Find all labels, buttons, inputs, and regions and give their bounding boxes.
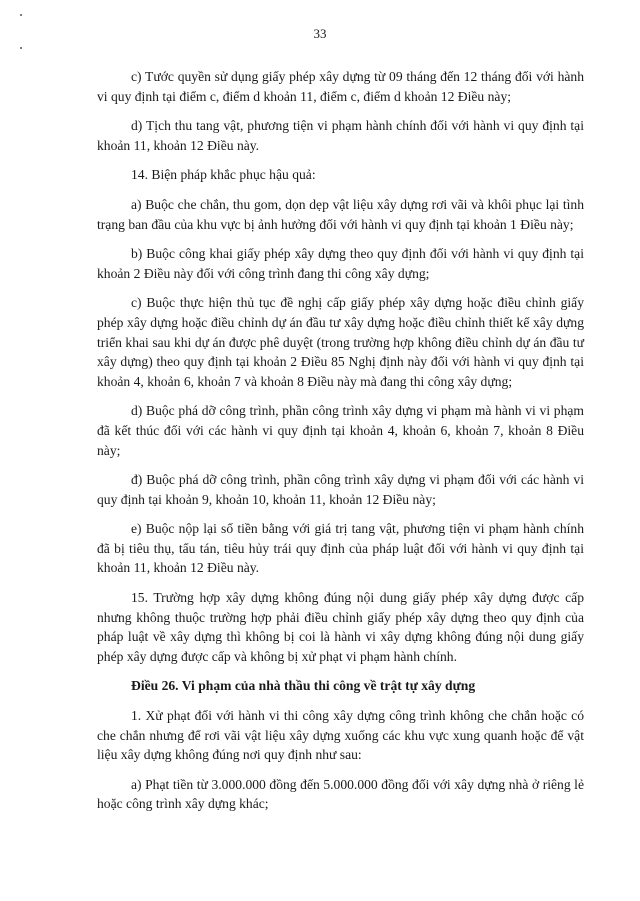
- paragraph-14a: a) Buộc che chắn, thu gom, dọn dẹp vật liệu xây dựng rơi vãi và khôi phục lại tình trạng ban đầu của khu vực bị ảnh hưởng đối với hành vi quy định tại khoản 1 Điều này;: [97, 196, 584, 232]
- paragraph-14e: e) Buộc nộp lại số tiền bằng với giá trị tang vật, phương tiện vi phạm hành chính đã bị tiêu thụ, tẩu tán, tiêu hủy trái quy định của pháp luật đối với hành vi quy định tại khoản 11, khoản 12 Điều này.: [97, 521, 584, 576]
- paragraph-14d: d) Buộc phá dỡ công trình, phần công trình xây dựng vi phạm mà hành vi vi phạm đã kết thúc đối với các hành vi quy định tại khoản 4, khoản 6, khoản 7, khoản 8 Điều này;: [97, 403, 584, 458]
- page-number: 33: [313, 26, 327, 41]
- paragraph-15: 15. Trường hợp xây dựng không đúng nội dung giấy phép xây dựng được cấp nhưng không thuộc trường hợp phải điều chỉnh giấy phép xây dựng theo quy định của pháp luật về xây dựng thì không bị coi là hành vi xây dựng không đúng nội dung giấy phép xây dựng được cấp và không bị xử phạt vi phạm hành chính.: [97, 590, 584, 664]
- paragraph-14b: b) Buộc công khai giấy phép xây dựng theo quy định đối với hành vi quy định tại khoản 2 Điều này đối với công trình đang thi công xây dựng;: [97, 246, 584, 281]
- paragraph-14dd: đ) Buộc phá dỡ công trình, phần công trình xây dựng vi phạm đối với các hành vi quy định tại khoản 9, khoản 10, khoản 11, khoản 12 Điều này;: [97, 472, 584, 507]
- paragraph-13d: d) Tịch thu tang vật, phương tiện vi phạm hành chính đối với hành vi quy định tại khoản 11, khoản 12 Điều này.: [97, 118, 584, 153]
- paragraph-26-1: 1. Xử phạt đối với hành vi thi công xây dựng công trình không che chắn hoặc có che chắn nhưng để rơi vãi vật liệu xây dựng xuống các khu vực xung quanh hoặc để vật liệu xây dựng không đúng nơi quy định như sau:: [97, 708, 584, 763]
- paragraph-26-1a: a) Phạt tiền từ 3.000.000 đồng đến 5.000.000 đồng đối với xây dựng nhà ở riêng lẻ hoặc công trình xây dựng khác;: [97, 776, 584, 812]
- paragraph-14c: c) Buộc thực hiện thủ tục đề nghị cấp giấy phép xây dựng hoặc điều chỉnh giấy phép xây dựng hoặc điều chỉnh dự án đầu tư xây dựng hoặc điều chỉnh thiết kế xây dựng triển khai sau khi dự án được phê duyệt (trong trường hợp không điều chỉnh dự án đầu tư xây dựng) theo quy định tại khoản 2 Điều 85 Nghị định này đối với hành vi quy định tại khoản 4, khoản 6, khoản 7 và khoản 8 Điều này mà đang thi công xây dựng;: [97, 295, 584, 389]
- document-body: [97, 67, 584, 824]
- paragraph-13c: c) Tước quyền sử dụng giấy phép xây dựng từ 09 tháng đến 12 tháng đối với hành vi quy định tại điểm c, điểm d khoản 11, điểm c, điểm d khoản 12 Điều này;: [97, 69, 584, 104]
- scan-mark: [20, 47, 22, 49]
- paragraph-14: 14. Biện pháp khắc phục hậu quả:: [131, 167, 316, 183]
- article-heading: Điều 26. Vi phạm của nhà thầu thi công về trật tự xây dựng: [131, 678, 476, 694]
- scan-mark: [20, 14, 22, 16]
